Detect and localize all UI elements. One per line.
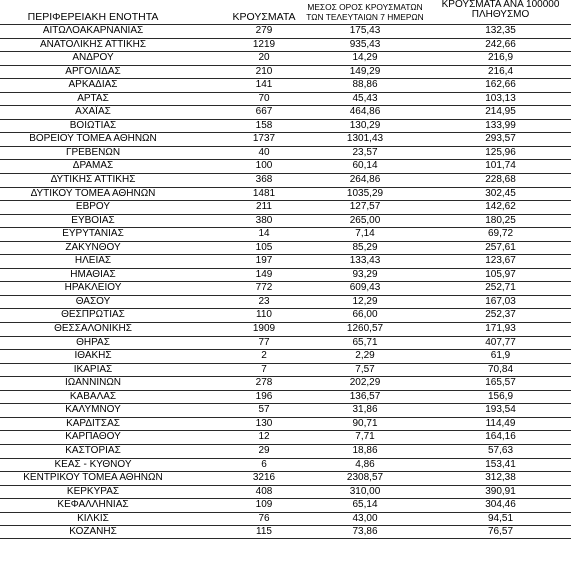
cell-per-100k: 242,66 <box>485 38 516 50</box>
cell-per-100k: 228,68 <box>485 174 516 186</box>
cell-region: ΒΟΡΕΙΟΥ ΤΟΜΕΑ ΑΘΗΝΩΝ <box>29 133 157 145</box>
cell-mean-7-days: 65,14 <box>352 499 378 511</box>
cell-region: ΑΧΑΪΑΣ <box>75 106 111 118</box>
cell-region: ΑΝΔΡΟΥ <box>72 52 114 64</box>
cell-per-100k: 61,9 <box>490 350 511 362</box>
table-row <box>0 444 571 458</box>
cell-cases: 141 <box>255 79 273 91</box>
cell-per-100k: 171,93 <box>485 323 516 335</box>
cell-mean-7-days: 7,71 <box>355 431 375 443</box>
cell-cases: 20 <box>258 52 270 64</box>
table-body <box>0 24 571 539</box>
cell-cases: 115 <box>256 526 272 538</box>
cell-per-100k: 165,57 <box>485 377 516 389</box>
cell-cases: 772 <box>255 282 273 294</box>
table-row <box>0 105 571 119</box>
cell-region: ΚΕΦΑΛΛΗΝΙΑΣ <box>57 499 129 511</box>
cell-per-100k: 105,97 <box>485 268 516 280</box>
cell-mean-7-days: 2308,57 <box>346 472 384 484</box>
cell-mean-7-days: 45,43 <box>352 92 378 104</box>
cell-mean-7-days: 43,00 <box>352 512 378 524</box>
cell-cases: 77 <box>258 336 270 348</box>
cell-mean-7-days: 1260,57 <box>346 323 384 335</box>
cell-per-100k: 69,72 <box>487 228 514 240</box>
cell-cases: 57 <box>258 404 270 416</box>
cell-mean-7-days: 1035,29 <box>346 187 384 199</box>
table-row <box>0 78 571 92</box>
cell-region: ΔΡΑΜΑΣ <box>72 160 114 172</box>
cell-region: ΑΡΤΑΣ <box>77 92 109 104</box>
cell-region: ΔΥΤΙΚΟΥ ΤΟΜΕΑ ΑΘΗΝΩΝ <box>30 187 156 199</box>
cell-region: ΘΗΡΑΣ <box>76 336 110 348</box>
cell-cases: 76 <box>258 512 270 524</box>
cell-per-100k: 101,74 <box>485 160 516 172</box>
cell-cases: 12 <box>258 431 270 443</box>
cell-per-100k: 293,57 <box>485 133 516 145</box>
cell-mean-7-days: 133,43 <box>349 255 381 267</box>
cell-mean-7-days: 23,57 <box>352 146 378 158</box>
cell-per-100k: 304,46 <box>485 499 516 511</box>
cell-mean-7-days: 31,86 <box>352 404 378 416</box>
cell-mean-7-days: 12,29 <box>352 295 378 307</box>
cell-cases: 211 <box>256 201 272 213</box>
cell-mean-7-days: 136,57 <box>349 390 381 402</box>
cell-mean-7-days: 202,29 <box>349 377 381 389</box>
cell-mean-7-days: 14,29 <box>352 52 378 64</box>
cell-cases: 1737 <box>252 133 276 145</box>
cell-cases: 2 <box>261 350 267 362</box>
table-row <box>0 471 571 485</box>
cell-per-100k: 156,9 <box>487 390 514 402</box>
table-row <box>0 498 571 512</box>
cell-cases: 368 <box>255 174 273 186</box>
cell-per-100k: 216,4 <box>487 65 514 77</box>
header-per-line-1: ΚΡΟΥΣΜΑΤΑ ΑΝΑ 100000 <box>441 0 560 10</box>
cell-cases: 110 <box>256 309 272 321</box>
table-row <box>0 132 571 146</box>
cell-cases: 40 <box>258 146 270 158</box>
cell-mean-7-days: 66,00 <box>352 309 378 321</box>
cell-cases: 130 <box>255 417 273 429</box>
cell-per-100k: 162,66 <box>485 79 516 91</box>
cell-mean-7-days: 175,43 <box>349 25 381 36</box>
header-region: ΠΕΡΙΦΕΡΕΙΑΚΗ ΕΝΟΤΗΤΑ <box>27 11 159 23</box>
table-row <box>0 200 571 214</box>
cell-per-100k: 94,51 <box>487 512 514 524</box>
cell-region: ΒΟΙΩΤΙΑΣ <box>69 119 117 131</box>
table-row <box>0 376 571 390</box>
cell-cases: 278 <box>255 377 273 389</box>
table-row <box>0 146 571 160</box>
cell-cases: 109 <box>255 499 273 511</box>
cell-cases: 196 <box>255 390 273 402</box>
cell-region: ΗΛΕΙΑΣ <box>74 255 112 267</box>
cell-mean-7-days: 2,29 <box>355 350 375 362</box>
cell-mean-7-days: 7,14 <box>355 228 375 240</box>
cell-cases: 29 <box>258 444 270 456</box>
table-row <box>0 322 571 336</box>
cell-per-100k: 125,96 <box>485 146 516 158</box>
cell-region: ΑΙΤΩΛΟΑΚΑΡΝΑΝΙΑΣ <box>42 25 144 36</box>
cell-region: ΚΕΡΚΥΡΑΣ <box>66 485 120 497</box>
cell-region: ΕΥΡΥΤΑΝΙΑΣ <box>62 228 124 240</box>
cell-mean-7-days: 65,71 <box>352 336 378 348</box>
cell-cases: 279 <box>255 25 273 36</box>
cell-mean-7-days: 464,86 <box>349 106 381 118</box>
cell-per-100k: 214,95 <box>485 106 516 118</box>
cell-mean-7-days: 609,43 <box>349 282 381 294</box>
cell-region: ΚΑΡΔΙΤΣΑΣ <box>66 417 120 429</box>
cell-region: ΑΡΓΟΛΙΔΑΣ <box>65 65 121 77</box>
cell-cases: 7 <box>261 363 267 375</box>
cell-per-100k: 312,38 <box>485 472 516 484</box>
cell-per-100k: 180,25 <box>485 214 516 226</box>
cell-region: ΚΕΑΣ - ΚΥΘΝΟΥ <box>54 458 132 470</box>
cell-region: ΑΝΑΤΟΛΙΚΗΣ ΑΤΤΙΚΗΣ <box>39 38 147 50</box>
cell-region: ΔΥΤΙΚΗΣ ΑΤΤΙΚΗΣ <box>50 174 136 186</box>
cell-per-100k: 252,37 <box>485 309 516 321</box>
header-per-100k <box>430 0 571 21</box>
cell-mean-7-days: 93,29 <box>352 268 378 280</box>
cell-mean-7-days: 1301,43 <box>346 133 384 145</box>
cell-mean-7-days: 60,14 <box>352 160 378 172</box>
cell-per-100k: 103,13 <box>485 92 516 104</box>
table-row <box>0 458 571 472</box>
cell-mean-7-days: 935,43 <box>349 38 381 50</box>
cell-cases: 1909 <box>252 323 276 335</box>
cell-per-100k: 390,91 <box>485 485 516 497</box>
cell-per-100k: 216,9 <box>487 52 514 64</box>
cell-region: ΑΡΚΑΔΙΑΣ <box>68 79 118 91</box>
cell-per-100k: 76,57 <box>487 526 514 538</box>
cell-region: ΖΑΚΥΝΘΟΥ <box>65 241 121 253</box>
cell-cases: 380 <box>255 214 273 226</box>
header-per-line-2: ΠΛΗΘΥΣΜΟ <box>471 9 530 21</box>
table-row <box>0 214 571 228</box>
cell-mean-7-days: 127,57 <box>349 201 381 213</box>
table-row <box>0 417 571 431</box>
cell-region: ΕΒΡΟΥ <box>75 201 111 213</box>
cell-per-100k: 153,41 <box>485 458 516 470</box>
cell-cases: 1219 <box>252 38 276 50</box>
cell-cases: 70 <box>258 92 270 104</box>
table-row <box>0 24 571 38</box>
table-row <box>0 295 571 309</box>
cell-region: ΚΑΣΤΟΡΙΑΣ <box>65 444 121 456</box>
table-row <box>0 525 571 539</box>
cell-per-100k: 57,63 <box>487 444 514 456</box>
table-row <box>0 159 571 173</box>
cell-region: ΓΡΕΒΕΝΩΝ <box>65 146 121 158</box>
cell-per-100k: 142,62 <box>485 201 516 213</box>
cell-mean-7-days: 265,00 <box>349 214 381 226</box>
table-row <box>0 227 571 241</box>
cell-mean-7-days: 264,86 <box>349 174 381 186</box>
cell-cases: 210 <box>255 65 273 77</box>
cell-region: ΙΘΑΚΗΣ <box>74 350 112 362</box>
header-mean-line-2: ΤΩΝ ΤΕΛΕΥΤΑΙΩΝ 7 ΗΜΕΡΩΝ <box>306 11 424 22</box>
cell-per-100k: 164,16 <box>485 431 516 443</box>
table-row <box>0 254 571 268</box>
table-row <box>0 281 571 295</box>
cell-per-100k: 193,54 <box>485 404 516 416</box>
cell-mean-7-days: 149,29 <box>349 65 381 77</box>
table-row <box>0 349 571 363</box>
cell-region: ΚΙΛΚΙΣ <box>77 512 109 524</box>
table-row <box>0 38 571 52</box>
cell-per-100k: 407,77 <box>485 336 516 348</box>
table-row <box>0 390 571 404</box>
cell-region: ΘΑΣΟΥ <box>75 295 111 307</box>
cell-cases: 1481 <box>252 187 276 199</box>
cell-mean-7-days: 310,00 <box>349 485 381 497</box>
cell-cases: 105 <box>255 241 273 253</box>
table-row <box>0 308 571 322</box>
cell-mean-7-days: 73,86 <box>352 526 378 538</box>
cell-region: ΗΡΑΚΛΕΙΟΥ <box>64 282 122 294</box>
cell-mean-7-days: 18,86 <box>352 444 378 456</box>
header-mean-7-days <box>300 3 430 22</box>
cell-cases: 6 <box>261 458 267 470</box>
cell-mean-7-days: 4,86 <box>355 458 375 470</box>
table-row <box>0 51 571 65</box>
table-row <box>0 65 571 79</box>
cell-cases: 23 <box>258 295 270 307</box>
cell-cases: 14 <box>258 228 270 240</box>
cell-region: ΚΑΛΥΜΝΟΥ <box>65 404 121 416</box>
cell-region: ΘΕΣΣΑΛΟΝΙΚΗΣ <box>54 323 132 335</box>
cell-per-100k: 167,03 <box>485 295 516 307</box>
table-row <box>0 485 571 499</box>
cell-per-100k: 114,49 <box>485 417 516 429</box>
cell-cases: 408 <box>255 485 273 497</box>
table-row <box>0 92 571 106</box>
cell-region: ΚΕΝΤΡΙΚΟΥ ΤΟΜΕΑ ΑΘΗΝΩΝ <box>23 472 163 484</box>
cell-cases: 3216 <box>252 472 276 484</box>
cell-per-100k: 70,84 <box>487 363 514 375</box>
table-row <box>0 268 571 282</box>
table-row <box>0 173 571 187</box>
cell-per-100k: 132,35 <box>485 25 516 36</box>
cell-region: ΚΟΖΑΝΗΣ <box>69 526 117 538</box>
table-row <box>0 119 571 133</box>
table-header <box>0 0 571 24</box>
cell-mean-7-days: 7,57 <box>355 363 375 375</box>
cell-mean-7-days: 90,71 <box>352 417 378 429</box>
cell-per-100k: 133,99 <box>485 119 516 131</box>
cell-region: ΙΚΑΡΙΑΣ <box>73 363 113 375</box>
cell-cases: 158 <box>255 119 273 131</box>
cell-region: ΚΑΡΠΑΘΟΥ <box>65 431 121 443</box>
table-row <box>0 187 571 201</box>
cell-per-100k: 123,67 <box>485 255 516 267</box>
cell-region: ΕΥΒΟΙΑΣ <box>71 214 115 226</box>
header-cases: ΚΡΟΥΣΜΑΤΑ <box>232 11 296 23</box>
cell-cases: 149 <box>255 268 273 280</box>
cell-per-100k: 252,71 <box>485 282 516 294</box>
table-row <box>0 403 571 417</box>
cell-region: ΗΜΑΘΙΑΣ <box>70 268 116 280</box>
cell-cases: 667 <box>255 106 273 118</box>
cell-region: ΙΩΑΝΝΙΝΩΝ <box>64 377 122 389</box>
table-row <box>0 430 571 444</box>
table-row <box>0 336 571 350</box>
cell-per-100k: 302,45 <box>485 187 516 199</box>
cell-region: ΚΑΒΑΛΑΣ <box>69 390 117 402</box>
cell-cases: 197 <box>255 255 273 267</box>
table-row <box>0 363 571 377</box>
cell-cases: 100 <box>255 160 273 172</box>
cell-mean-7-days: 85,29 <box>352 241 378 253</box>
cell-per-100k: 257,61 <box>485 241 516 253</box>
table-row <box>0 241 571 255</box>
header-mean-line-1: ΜΕΣΟΣ ΟΡΟΣ ΚΡΟΥΣΜΑΤΩΝ <box>307 2 423 12</box>
cell-mean-7-days: 130,29 <box>349 119 381 131</box>
table-row <box>0 512 571 526</box>
cell-region: ΘΕΣΠΡΩΤΙΑΣ <box>61 309 125 321</box>
cell-mean-7-days: 88,86 <box>352 79 378 91</box>
